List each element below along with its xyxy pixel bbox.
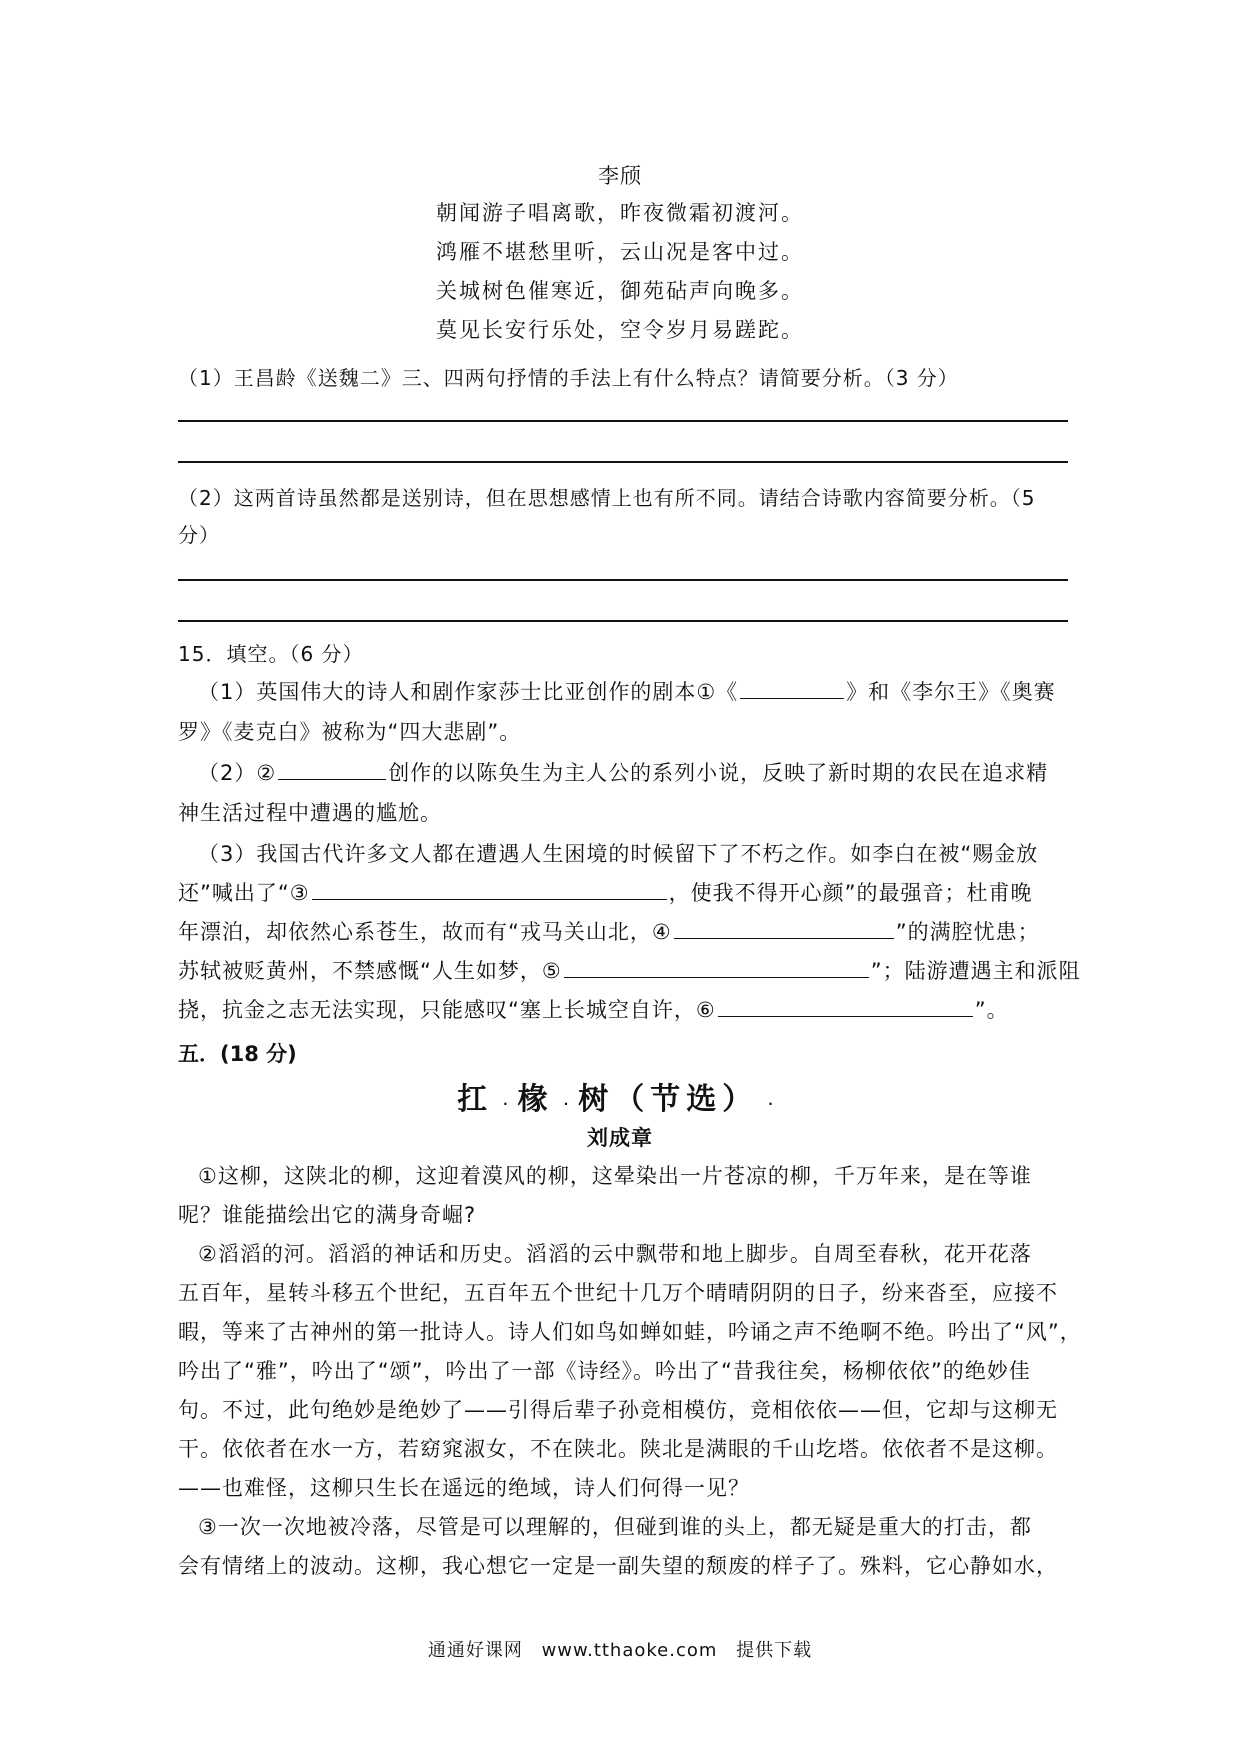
fill-item-3-line: 还”喊出了“③ ，使我不得开心颜”的最强音；杜甫晚 (178, 877, 1032, 907)
fill-item-1: （1）英国伟大的诗人和剧作家莎士比亚创作的剧本①《 》和《李尔王》《奥赛 (198, 676, 1056, 706)
blank-2[interactable] (278, 757, 386, 780)
question-1: （1）王昌龄《送魏二》三、四两句抒情的手法上有什么特点？请简要分析。（3 分） (178, 366, 959, 390)
blank-6[interactable] (718, 994, 973, 1017)
paragraph-line: ③一次一次地被冷落，尽管是可以理解的，但碰到谁的头上，都无疑是重大的打击，都 (198, 1515, 1032, 1539)
paragraph-line: 五百年，星转斗移五个世纪，五百年五个世纪十几万个晴晴阴阴的日子，纷来沓至，应接不 (178, 1281, 1058, 1305)
paragraph-line: 吟出了“雅”，吟出了“颂”，吟出了一部《诗经》。吟出了“昔我往矣，杨柳依依”的绝妙佳 (178, 1359, 1031, 1383)
answer-line[interactable] (178, 420, 1068, 422)
fill-item-3-line: 苏轼被贬黄州，不禁感慨“人生如梦，⑤ ”；陆游遭遇主和派阻 (178, 955, 1081, 985)
blank-1[interactable] (740, 676, 844, 699)
answer-line[interactable] (178, 620, 1068, 622)
fill-title: 15．填空。（6 分） (178, 642, 364, 666)
poem-author: 李颀 (598, 164, 642, 188)
paragraph-line: ②滔滔的河。滔滔的神话和历史。滔滔的云中飘带和地上脚步。自周至春秋，花开花落 (198, 1242, 1032, 1266)
footer-note: 提供下载 (736, 1640, 813, 1661)
fill-item-3-line: 挠，抗金之志无法实现，只能感叹“塞上长城空自许，⑥ ”。 (178, 994, 1009, 1024)
footer-url-link[interactable]: www.tthaoke.com (541, 1640, 718, 1661)
paragraph-line: 句。不过，此句绝妙是绝妙了——引得后辈子孙竞相模仿，竞相依依——但，它却与这柳无 (178, 1398, 1058, 1422)
paragraph-line: ①这柳，这陕北的柳，这迎着漠风的柳，这晕染出一片苍凉的柳，千万年来，是在等谁 (198, 1164, 1032, 1188)
blank-4[interactable] (674, 916, 894, 939)
question-2-cont: 分） (178, 523, 220, 547)
poem-line: 鸿雁不堪愁里听，云山况是客中过。 (436, 240, 804, 264)
article-title: 扛 . 椽 . 树（节选） . (457, 1082, 773, 1117)
fill-item-1-cont: 罗》《麦克白》被称为“四大悲剧”。 (178, 720, 522, 744)
paragraph-line: 暇，等来了古神州的第一批诗人。诗人们如鸟如蝉如蛙，吟诵之声不绝啊不绝。吟出了“风”， (178, 1320, 1082, 1344)
poem-line: 朝闻游子唱离歌，昨夜微霜初渡河。 (436, 201, 804, 225)
paragraph-line: 会有情绪上的波动。这柳，我心想它一定是一副失望的颓废的样子了。殊料，它心静如水， (178, 1554, 1058, 1578)
paragraph-line: 干。依依者在水一方，若窈窕淑女，不在陕北。陕北是满眼的千山圪塔。依依者不是这柳。 (178, 1437, 1058, 1461)
poem-line: 莫见长安行乐处，空令岁月易蹉跎。 (436, 318, 804, 342)
poem-line: 关城树色催寒近，御苑砧声向晚多。 (436, 279, 804, 303)
question-2: （2）这两首诗虽然都是送别诗，但在思想感情上也有所不同。请结合诗歌内容简要分析。（5 (178, 486, 1036, 510)
answer-line[interactable] (178, 461, 1068, 463)
fill-item-3: （3）我国古代许多文人都在遭遇人生困境的时候留下了不朽之作。如李白在被“赐金放 (198, 842, 1039, 866)
paragraph-line: ——也难怪，这柳只生长在遥远的绝域，诗人们何得一见？ (178, 1476, 750, 1500)
section-heading: 五．(18 分) (178, 1042, 297, 1066)
fill-item-3-line: 年漂泊，却依然心系苍生，故而有“戎马关山北，④ ”的满腔忧患； (178, 916, 1040, 946)
fill-item-2-cont: 神生活过程中遭遇的尴尬。 (178, 801, 442, 825)
paragraph-line: 呢？谁能描绘出它的满身奇崛? (178, 1203, 477, 1227)
blank-5[interactable] (564, 955, 869, 978)
footer-site-name: 通通好课网 (427, 1640, 523, 1661)
article-author: 刘成章 (587, 1126, 653, 1150)
answer-line[interactable] (178, 579, 1068, 581)
blank-3[interactable] (312, 877, 667, 900)
fill-item-2: （2）② 创作的以陈奂生为主人公的系列小说，反映了新时期的农民在追求精 (198, 757, 1048, 787)
page-footer (0, 1636, 1240, 1662)
